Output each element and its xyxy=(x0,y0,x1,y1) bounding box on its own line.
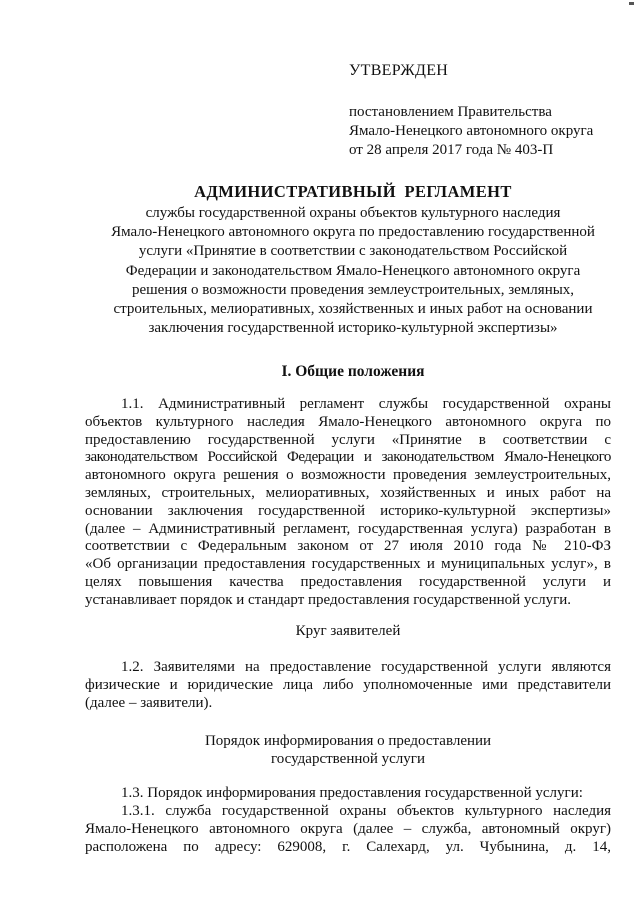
scan-mark xyxy=(629,2,634,5)
info-heading xyxy=(85,732,611,768)
paragraph-line: соответствии с Федеральным законом от 27 июля 2010 года № 210-ФЗ xyxy=(85,538,611,555)
paragraph-line: устанавливает порядок и стандарт предоставления государственной услуги. xyxy=(85,591,571,608)
paragraph-line: законодательством Российской Федерации и законодательством Ямало-Ненецкого xyxy=(85,449,611,466)
paragraph-line: 1.2. Заявителями на предоставление государственной услуги являются xyxy=(121,659,611,675)
subheading-line: Круг заявителей xyxy=(295,623,401,639)
title-line: услуги «Принятие в соответствии с законодательством Российской xyxy=(138,243,568,260)
paragraph-line: Ямало-Ненецкого автономного округа (далее – служба, автономный округ) xyxy=(85,820,611,837)
approval-line: постановлением Правительства xyxy=(349,104,552,120)
paragraph-line: предоставлению государственной услуги «Принятие в соответствии с xyxy=(85,431,611,448)
paragraph-line: «Об организации предоставления государственных и муниципальных услуг», в xyxy=(85,556,611,573)
subheading-line: государственной услуги xyxy=(271,751,425,767)
paragraph-line: земляных, строительных, мелиоративных, хозяйственных и иных работ на xyxy=(85,484,611,501)
paragraph-line: целях повышения качества предоставления государственной услуги и xyxy=(85,573,611,590)
paragraph-line: 1.1. Административный регламент службы государственной охраны xyxy=(121,396,611,412)
paragraph-line: основании заключения государственной историко-культурной экспертизы» xyxy=(85,502,611,519)
approval-line: от 28 апреля 2017 года № 403-П xyxy=(349,142,554,158)
paragraph-line: 1.3.1. служба государственной охраны объектов культурного наследия xyxy=(121,803,611,819)
title-block xyxy=(85,182,621,338)
title-line: заключения государственной историко-культурной экспертизы» xyxy=(148,320,558,337)
section-heading: I. Общие положения xyxy=(281,363,425,380)
title-line: решения о возможности проведения землеустроительных, земляных, xyxy=(131,281,575,298)
approved-label: УТВЕРЖДЕН xyxy=(349,62,449,79)
title-line: Ямало-Ненецкого автономного округа по предоставлению государственной xyxy=(111,224,595,241)
subheading-line: Порядок информирования о предоставлении xyxy=(204,733,492,749)
paragraph-line: объектов культурного наследия Ямало-Ненецкого автономного округа по xyxy=(85,413,611,430)
paragraph-line: (далее – заявители). xyxy=(85,694,213,711)
approval-block xyxy=(349,62,619,160)
paragraph-1-2 xyxy=(85,659,611,712)
paragraph-line: физические и юридические лица либо уполномоченные ими представители xyxy=(85,676,611,693)
document-title: АДМИНИСТРАТИВНЫЙ РЕГЛАМЕНТ xyxy=(194,182,512,201)
paragraph-1-3 xyxy=(85,785,611,803)
title-line: строительных, мелиоративных, хозяйственных и иных работ на основании xyxy=(113,301,593,318)
title-line: Федерации и законодательством Ямало-Ненецкого автономного округа xyxy=(125,262,581,279)
paragraph-line: расположена по адресу: 629008, г. Салехард, ул. Чубынина, д. 14, xyxy=(85,838,611,855)
paragraph-line: автономного округа решения о возможности проведения землеустроительных, xyxy=(85,467,611,484)
paragraph-1-1 xyxy=(85,396,611,610)
paragraph-line: 1.3. Порядок информирования предоставления государственной услуги: xyxy=(121,785,583,801)
approval-line: Ямало-Ненецкого автономного округа xyxy=(349,123,594,139)
title-line: службы государственной охраны объектов культурного наследия xyxy=(145,205,561,221)
paragraph-1-3-1 xyxy=(85,803,611,856)
applicants-heading xyxy=(85,622,611,640)
paragraph-line: (далее – Административный регламент, государственная услуга) разработан в xyxy=(85,520,611,537)
